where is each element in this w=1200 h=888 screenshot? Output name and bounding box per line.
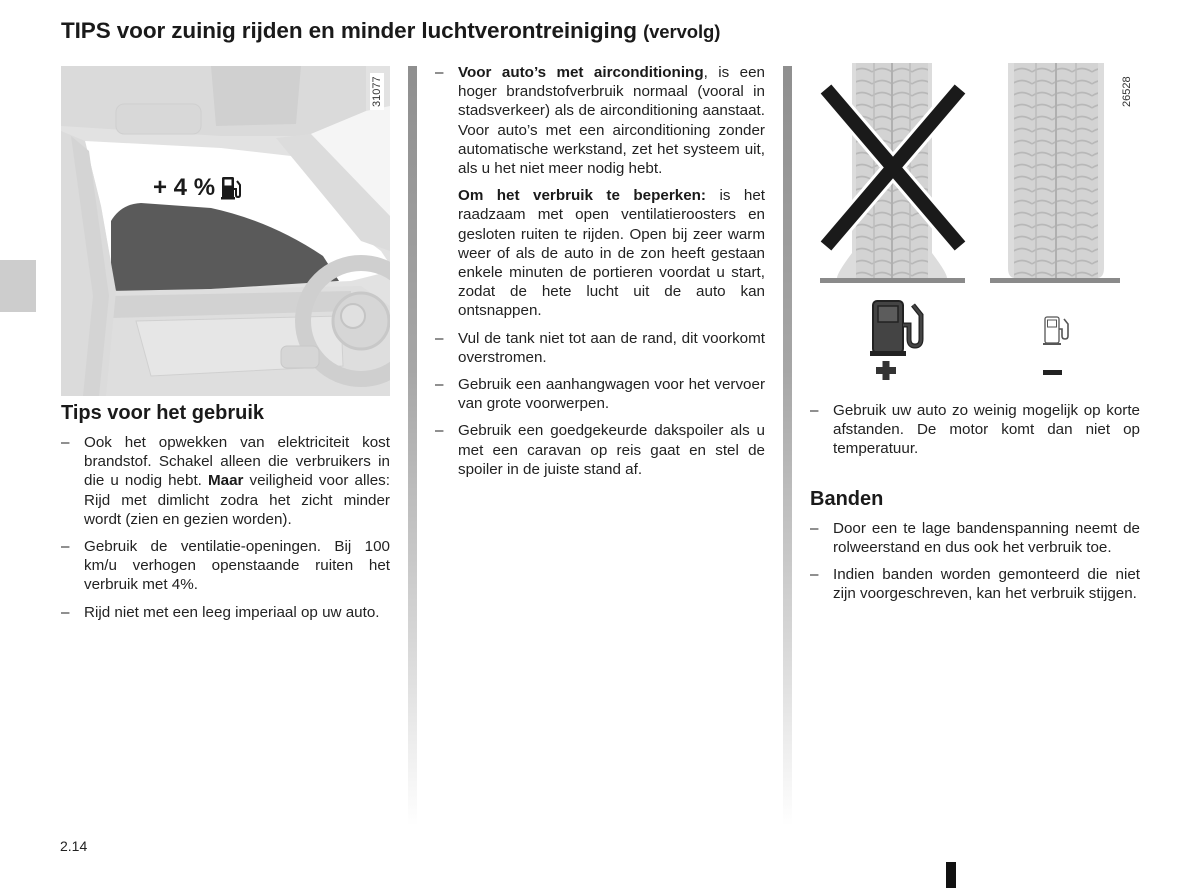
bullet-dash: – [810,402,819,419]
figure-code: 26528 [1121,76,1133,107]
tire-comparison-illustration [812,63,1142,393]
bullet-dash: – [61,538,70,556]
list-item: – Vul de tank niet tot aan de rand, dit voorkomt overstromen. [435,329,765,366]
page-title-main: TIPS voor zuinig rijden en minder luchtverontreiniging [61,18,637,43]
column-3 [810,401,1140,611]
list-item: – Gebruik uw auto zo weinig mogelijk op korte afstanden. De motor komt dan niet op temperatuur. [810,402,1140,458]
list-item: – Rijd niet met een leeg imperiaal op uw auto. [61,603,380,621]
section-heading-tires: Banden [810,487,884,510]
figure-open-window [61,66,390,396]
plus-icon [876,361,896,380]
fuel-increase-annotation: + 4 % [153,174,216,201]
minus-icon [1043,370,1062,375]
bullet-dash: – [435,376,444,394]
list-item: – Door een te lage bandenspanning neemt de rolweerstand en dus ook het verbruik toe. [810,519,1140,556]
fuel-pump-small-icon [1043,317,1068,345]
car-interior-illustration [61,66,390,396]
tire-correct-pressure [990,63,1120,283]
section-heading-usage-tips: Tips voor het gebruik [61,402,264,424]
list-item: – Gebruik een aanhangwagen voor het vervoer van grote voorwerpen. [435,376,765,413]
paragraph-limit-consumption: Om het verbruik te beperken: is het raadzaam met open ventilatieroosters en gesloten ruiten te rijden. Open bij zeer warm weer of als de auto in de zon heeft gestaan enkele minuten de portieren voordat u start, zodat de hete lucht uit de auto kan ontsnappen. [458,187,765,320]
fuel-pump-icon [221,176,243,200]
bullet-dash: – [435,422,444,440]
list-item: – Gebruik een goedgekeurde dakspoiler als u met een caravan op reis gaat en stel de spoiler in de juiste stand af. [435,422,765,478]
section-tab-marker [0,260,36,312]
list-item: – Indien banden worden gemonteerd die niet zijn voorgeschreven, kan het verbruik stijgen. [810,566,1140,603]
figure-code: 31077 [370,73,384,110]
list-item: – Gebruik de ventilatie-openingen. Bij 100 km/u verhogen openstaande ruiten het verbruik met 4%. [61,538,390,594]
figure-tire-pressure [812,63,1142,393]
column-1 [61,401,390,630]
bullet-dash: – [810,519,819,537]
bullet-dash: – [435,329,444,347]
column-2 [435,63,765,487]
column-separator [408,66,417,826]
page-number: 2.14 [60,838,88,854]
page-edge-mark [946,862,956,888]
page-title [61,18,720,44]
column-separator [783,66,792,826]
list-item: – Voor auto’s met airconditioning, is een hoger brandstofverbruik normaal (vooral in stadsverkeer) als de airconditioning aanstaat. Voor auto’s met een airconditioning zonder automatische werkstand, zet het systeem uit, als u het niet meer nodig hebt. [435,64,765,178]
list-item: – Ook het opwekken van elektriciteit kost brandstof. Schakel alleen die verbruikers in die u nodig hebt. Maar veiligheid voor alles: Rijd met dimlicht zodra het zicht minder wordt (zien en gezien worden). [61,434,390,528]
fuel-pump-large-icon [870,301,921,356]
bullet-dash: – [435,64,444,81]
bullet-dash: – [61,603,70,621]
bullet-dash: – [61,434,70,451]
page-title-continued: (vervolg) [643,21,721,42]
bullet-dash: – [810,566,819,584]
